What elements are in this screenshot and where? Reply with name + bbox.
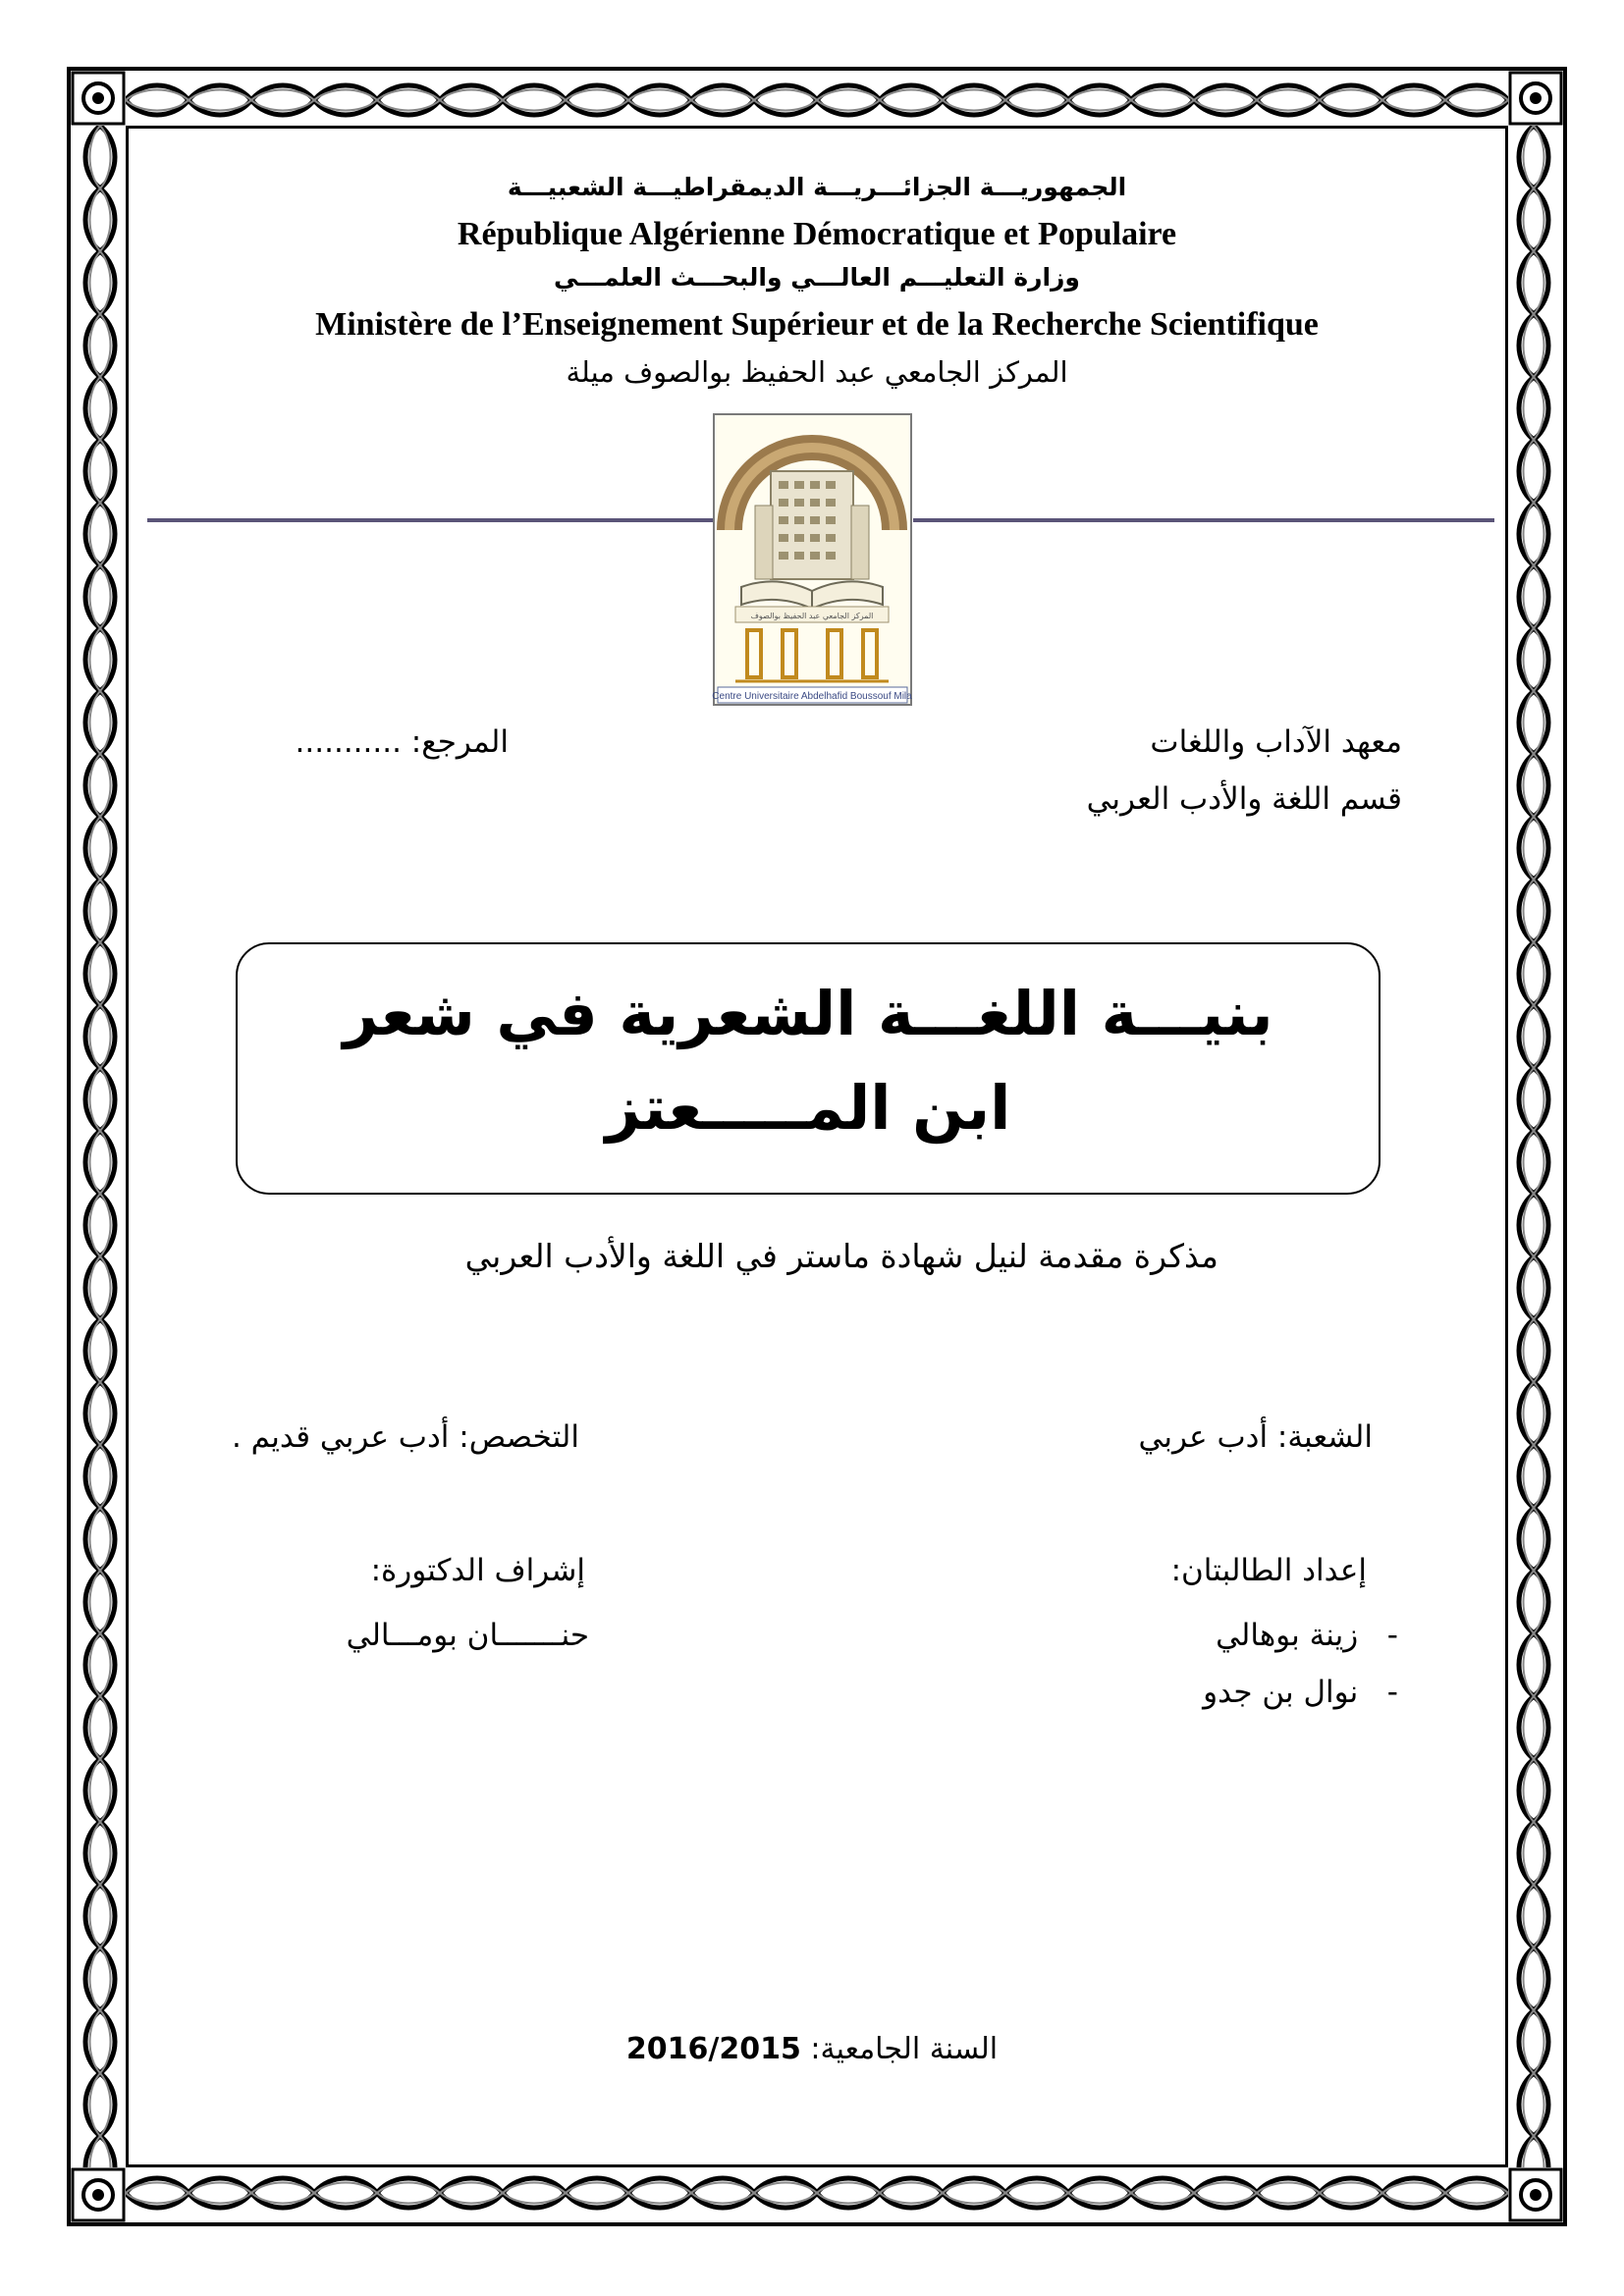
ministry-arabic: وزارة التعليـــم العالـــي والبحـــث العلمـــي [554,263,1080,292]
student-name-1: زينة بوهالي [1216,1618,1359,1653]
border-corner-top-left [71,71,126,126]
list-dash: - [1358,1675,1398,1710]
branch-field: الشعبة: أدب عربي [1138,1419,1373,1455]
university-logo [712,412,913,707]
logo-base-text: Centre Universitaire Abdelhafid Boussouf Mila [712,691,912,702]
students-heading: إعداد الطالبتان: [1170,1553,1367,1588]
border-corner-bottom-left [71,2167,126,2222]
republic-arabic: الجمهوريـــة الجزائـــريـــة الديمقراطيـــة الشعبيـــة [507,173,1127,201]
ministry-french: Ministère de l’Enseignement Supérieur et de la Recherche Scientifique [315,306,1319,343]
institute-name: معهد الآداب واللغات [1150,724,1402,760]
border-band-bottom [126,2167,1508,2218]
specialty-field: التخصص: أدب عربي قديم . [231,1419,579,1455]
student-list-item [1216,1618,1398,1653]
university-center: المركز الجامعي عبد الحفيظ بوالصوف ميلة [566,355,1068,389]
border-band-top [126,75,1508,126]
list-dash: - [1358,1618,1398,1653]
supervisor-heading: إشراف الدكتورة: [370,1553,585,1588]
thesis-title-line-2: ابن المـــــعتز [605,1072,1011,1144]
border-corner-bottom-right [1508,2167,1563,2222]
supervisor-name: حنـــــــان بومـــالي [346,1618,589,1653]
thesis-subtitle: مذكرة مقدمة لنيل شهادة ماستر في اللغة والأدب العربي [464,1237,1218,1275]
header-rule-left [147,518,717,522]
thesis-title-box [236,942,1380,1195]
border-band-left [75,126,126,2167]
department-name: قسم اللغة والأدب العربي [1086,781,1402,817]
academic-year-value: 2016/2015 [625,2032,801,2066]
academic-year-label: السنة الجامعية: [800,2032,999,2066]
header-rule-right [913,518,1494,522]
border-corner-top-right [1508,71,1563,126]
student-list-item [1203,1675,1398,1710]
reference-field: المرجع: ........... [295,724,509,760]
border-band-right [1508,126,1559,2167]
logo-banner-text: المركز الجامعي عبد الحفيظ بوالصوف [750,612,874,620]
student-name-2: نوال بن جدو [1203,1675,1359,1710]
republic-french: République Algérienne Démocratique et Populaire [457,216,1177,252]
academic-year [393,2032,1231,2066]
thesis-title-line-1: بنيـــة اللغـــة الشعرية في شعر [343,978,1273,1049]
